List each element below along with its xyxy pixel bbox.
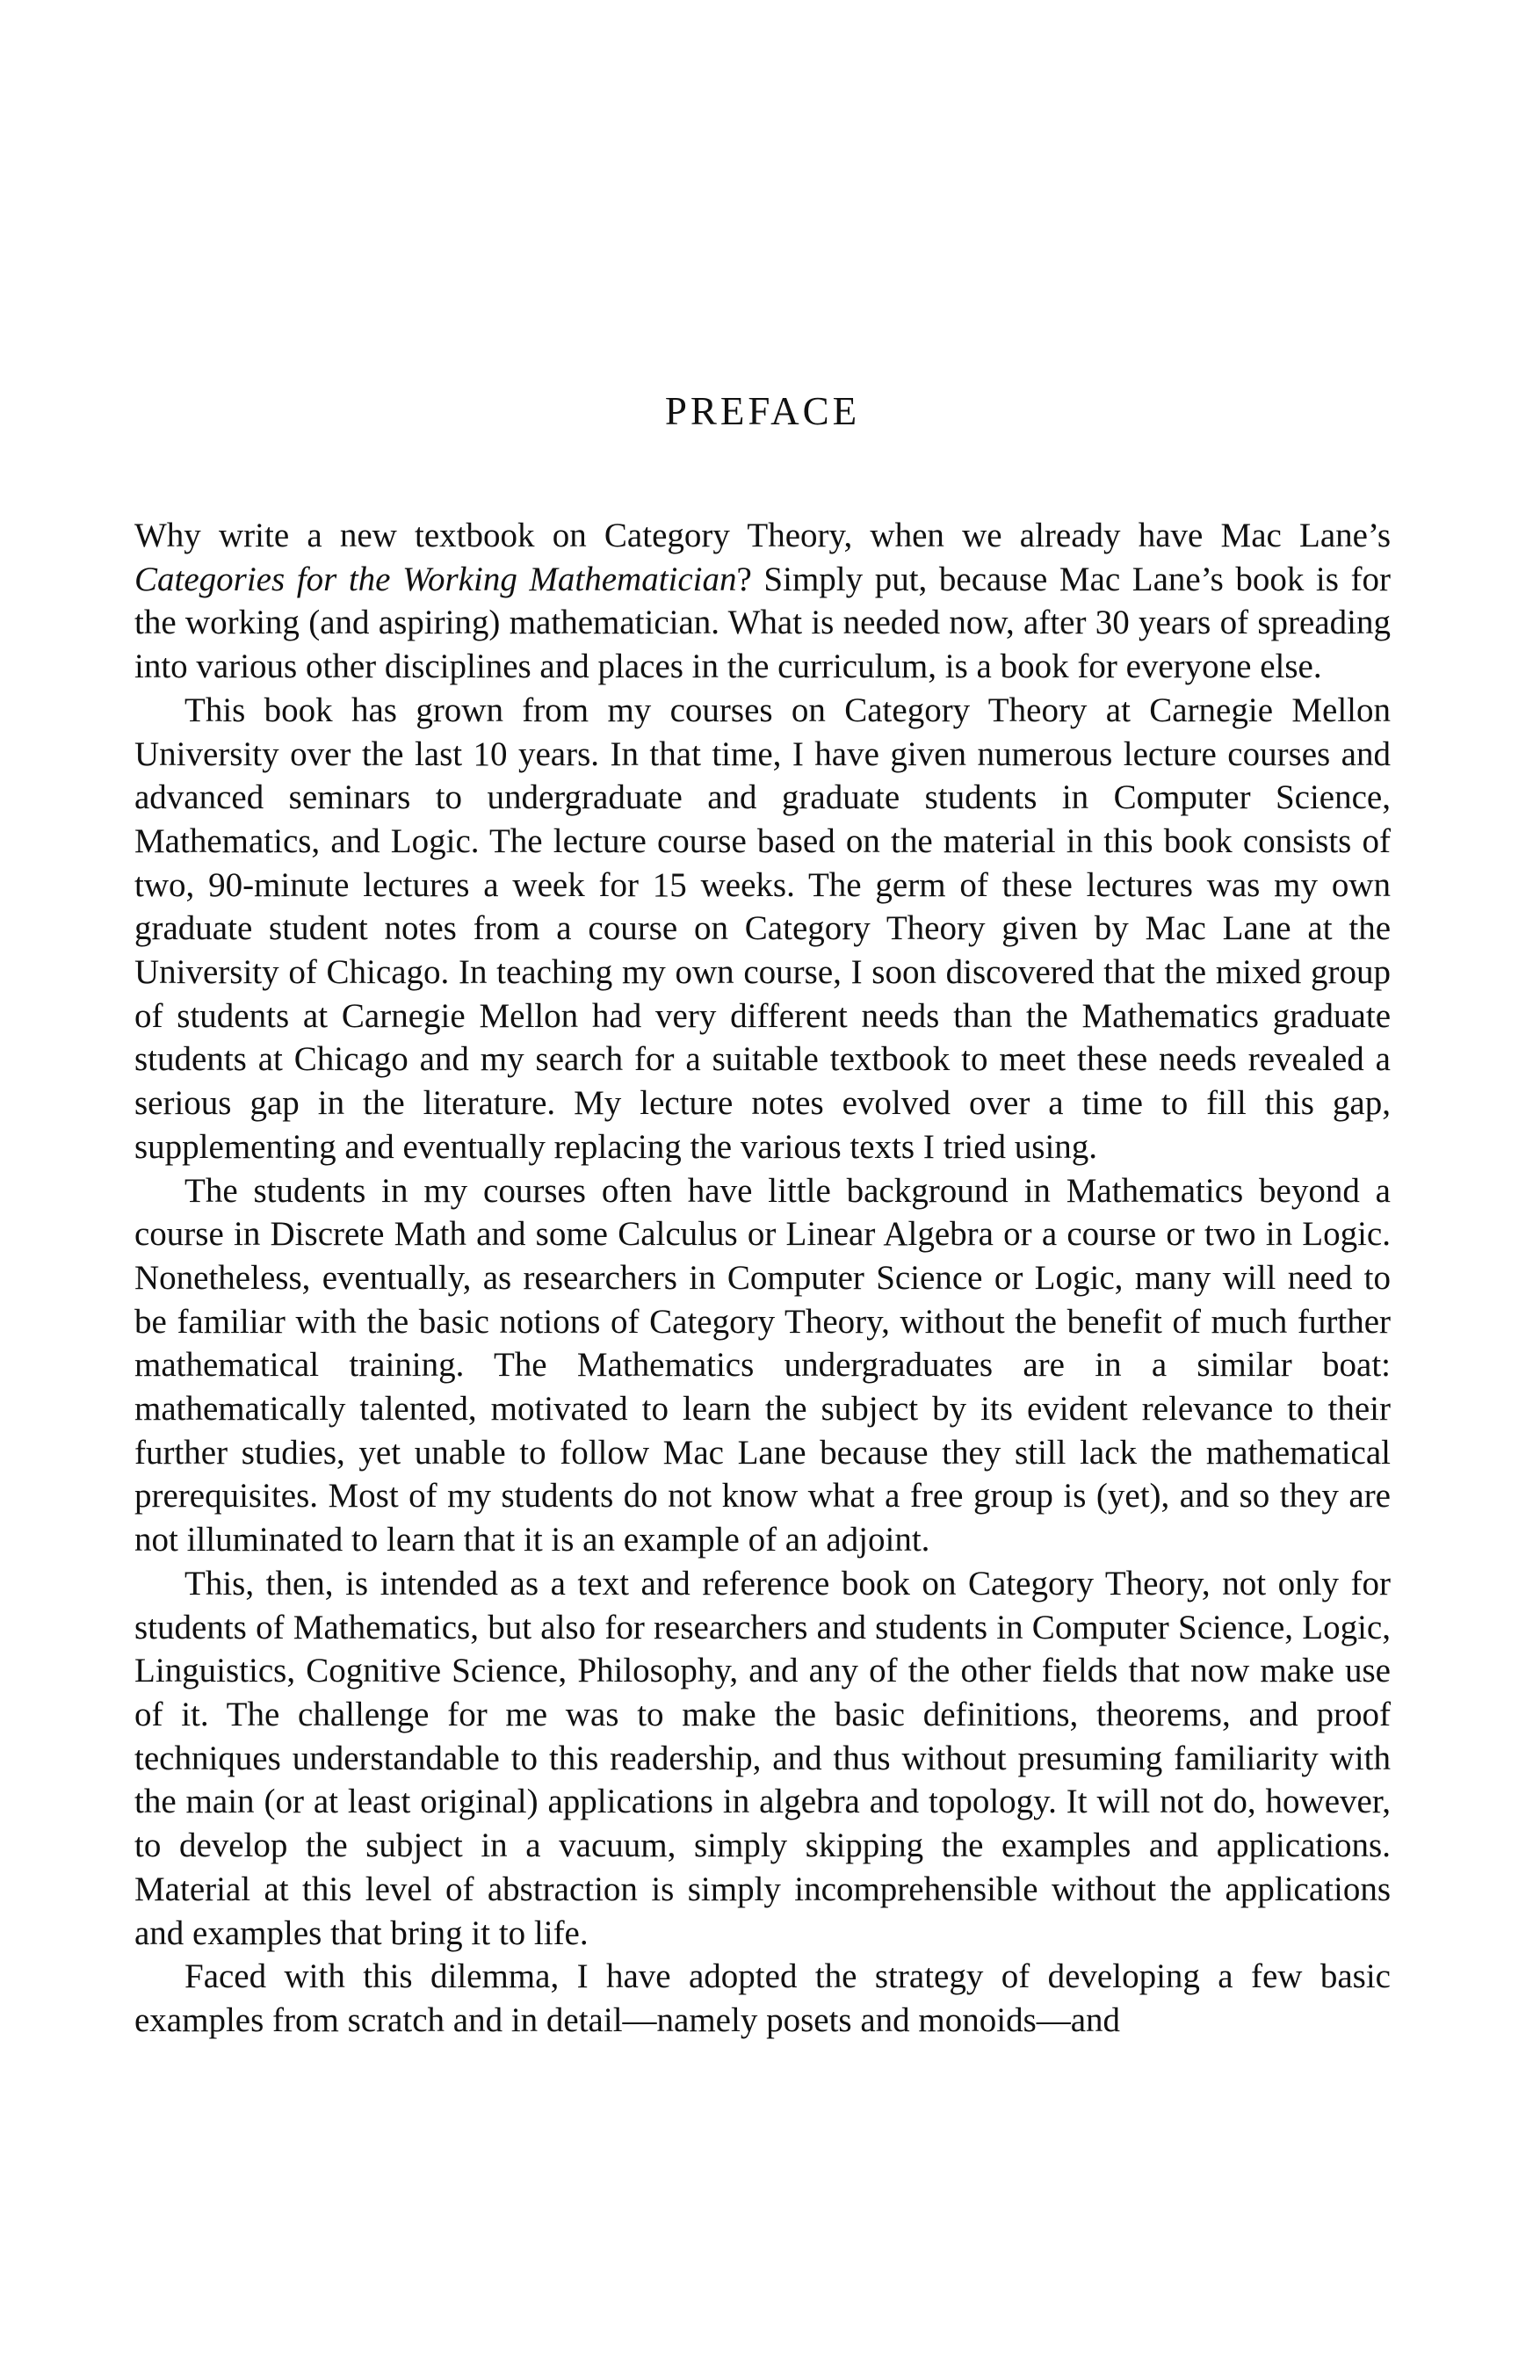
paragraph-1 <box>134 514 1391 689</box>
paragraph-3: The students in my courses often have little background in Mathematics beyond a course in Discrete Math and some Calculus or Linear Algebra or a course or two in Logic. Nonetheless, eventually, as researchers in Computer Science or Logic, many will need to be familiar with the basic notions of Category Theory, without the benefit of much further mathematical training. The Mathematics undergraduates are in a similar boat: mathematically talented, motivated to learn the subject by its evident relevance to their further studies, yet unable to follow Mac Lane because they still lack the mathematical prerequisites. Most of my students do not know what a free group is (yet), and so they are not illuminated to learn that it is an example of an adjoint. <box>134 1171 1391 1559</box>
book-title-italic: Categories for the Working Mathematician <box>134 560 737 598</box>
book-page <box>134 0 1391 2380</box>
preface-body <box>134 514 1391 2043</box>
paragraph-2: This book has grown from my courses on Category Theory at Carnegie Mellon University over the last 10 years. In that time, I have given numerous lecture courses and advanced seminars to undergraduate and graduate students in Computer Science, Mathematics, and Logic. The lecture course based on the material in this book consists of two, 90-minute lectures a week for 15 weeks. The germ of these lectures was my own graduate student notes from a course on Category Theory given by Mac Lane at the University of Chicago. In teaching my own course, I soon discovered that the mixed group of students at Carnegie Mellon had very different needs than the Mathematics graduate students at Chicago and my search for a suitable textbook to meet these needs revealed a serious gap in the literature. My lecture notes evolved over a time to fill this gap, supplementing and eventually replacing the various texts I tried using. <box>134 691 1391 1166</box>
paragraph-1-text-after: ? Simply put, because Mac Lane’s book is for the working (and aspiring) mathematician. What is needed now, after 30 years of spreading into various other disciplines and places in the curriculum, is a book for everyone else. <box>134 560 1391 686</box>
paragraph-5: Faced with this dilemma, I have adopted the strategy of developing a few basic examples from scratch and in detail—namely posets and monoids—and <box>134 1957 1391 2039</box>
paragraph-4: This, then, is intended as a text and reference book on Category Theory, not only for students of Mathematics, but also for researchers and students in Computer Science, Logic, Linguistics, Cognitive Science, Philosophy, and any of the other fields that now make use of it. The challenge for me was to make the basic definitions, theorems, and proof techniques understandable to this readership, and thus without presuming familiarity with the main (or at least original) applications in algebra and topology. It will not do, however, to develop the subject in a vacuum, simply skipping the examples and applications. Material at this level of abstraction is simply incomprehensible without the applications and examples that bring it to life. <box>134 1564 1391 1952</box>
paragraph-1-text-before: Why write a new textbook on Category Theory, when we already have Mac Lane’s <box>134 517 1391 554</box>
page-title: PREFACE <box>664 389 861 433</box>
